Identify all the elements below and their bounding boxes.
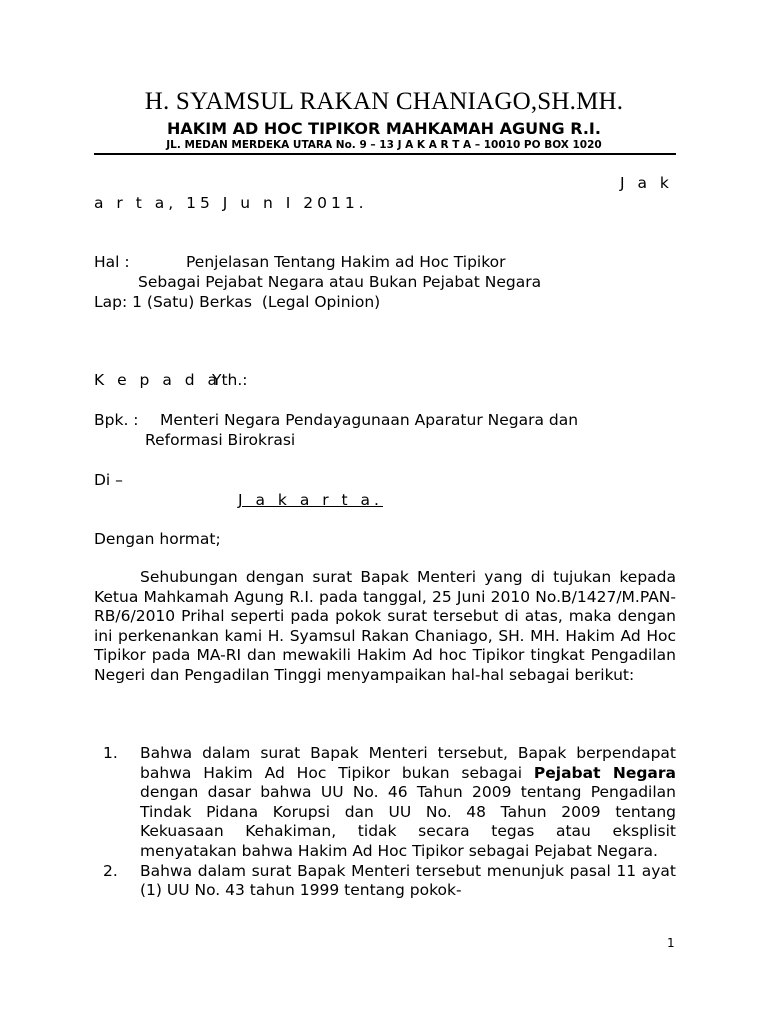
list-item-text: Bahwa dalam surat Bapak Menteri tersebut menunjuk pasal 11 ayat (1) UU No. 43 tahun 1999 tentang pokok- (140, 861, 676, 900)
list-item (94, 744, 676, 862)
letterhead-divider (94, 153, 676, 155)
attachment-line: Lap: 1 (Satu) Berkas (Legal Opinion) (94, 293, 381, 311)
date-line-1: J a k (620, 174, 673, 192)
subject-label: Hal : (94, 253, 130, 271)
recipient-line-1: Menteri Negara Pendayagunaan Aparatur Negara dan (160, 411, 579, 429)
body-text: Sehubungan dengan surat Bapak Menteri yang di tujukan kepada Ketua Mahkamah Agung R.I. pada tanggal, 25 Juni 2010 No.B/1427/M.PAN-RB/6/2010 Prihal seperti pada pokok surat tersebut di atas, maka dengan ini perkenankan kami H. Syamsul Rakan Chaniago, SH. MH. Hakim Ad Hoc Tipikor pada MA-RI dan mewakili Hakim Ad hoc Tipikor tingkat Pengadilan Negeri dan Pengadilan Tinggi menyampaikan hal-hal sebagai berikut: (94, 568, 676, 684)
list-item-number: 2. (103, 861, 118, 880)
list-item-number: 1. (103, 744, 118, 762)
body-paragraph (94, 568, 676, 686)
kepada-label: K e p a d a (94, 371, 222, 389)
subject-line-2: Sebagai Pejabat Negara atau Bukan Pejabat Negara (138, 273, 542, 291)
sender-name: H. SYAMSUL RAKAN CHANIAGO,SH.MH. (144, 88, 624, 115)
di-label: Di – (94, 471, 123, 489)
list-item-emphasis: Pejabat Negara (533, 763, 676, 782)
yth-label: Yth.: (212, 371, 248, 389)
greeting: Dengan hormat; (94, 530, 221, 548)
recipient-city: J a k a r t a. (238, 491, 383, 509)
sender-address: JL. MEDAN MERDEKA UTARA No. 9 – 13 J A K A R T A – 10010 PO BOX 1020 (166, 139, 602, 151)
page-number: 1 (667, 936, 675, 950)
subject-line-1: Penjelasan Tentang Hakim ad Hoc Tipikor (186, 253, 506, 271)
list-item-text: Bahwa dalam surat Bapak Menteri tersebut, Bapak berpendapat bahwa Hakim Ad Hoc Tipikor bukan sebagai (140, 744, 676, 782)
date-line-2: a r t a, 15 J u n I 2011. (94, 194, 368, 212)
points-list (94, 744, 676, 901)
list-item-text-cont: dengan dasar bahwa UU No. 46 Tahun 2009 tentang Pengadilan Tindak Pidana Korupsi dan UU No. 48 Tahun 2009 tentang Kekuasaan Kehakiman, tidak secara tegas atau eksplisit menyatakan bahwa Hakim Ad Hoc Tipikor sebagai Pejabat Negara. (140, 783, 676, 860)
sender-position: HAKIM AD HOC TIPIKOR MAHKAMAH AGUNG R.I. (167, 119, 601, 138)
recipient-label: Bpk. : (94, 411, 139, 429)
list-item (94, 862, 676, 901)
recipient-line-2: Reformasi Birokrasi (145, 431, 296, 449)
